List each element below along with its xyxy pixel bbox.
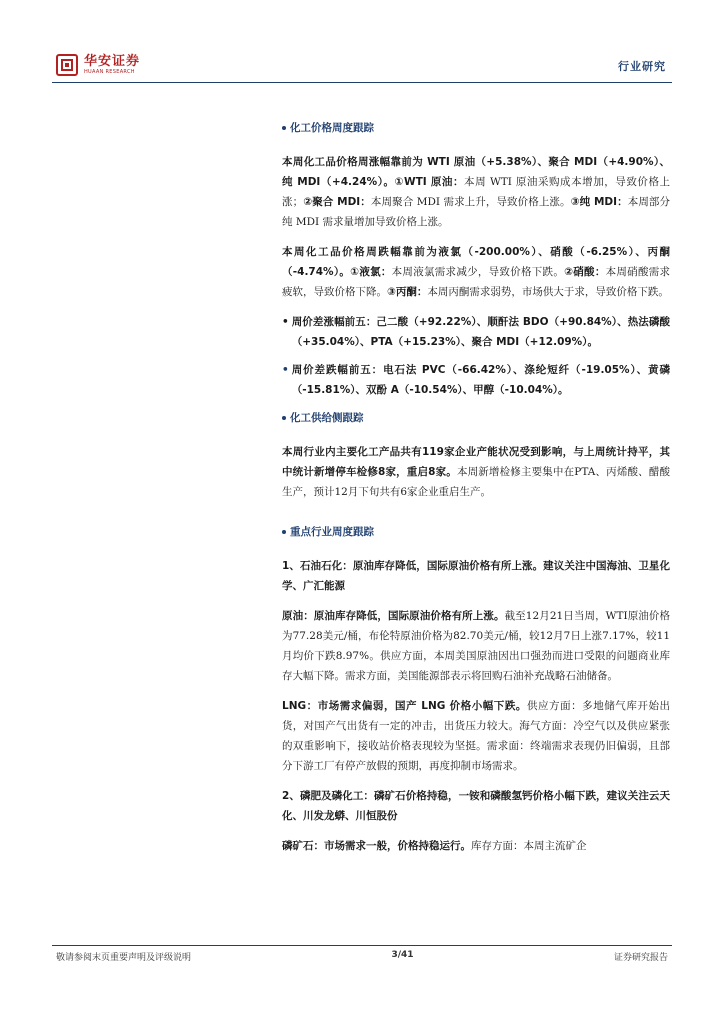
list-item-spread-down: • 周价差跌幅前五：电石法 PVC（-66.42%）、涤纶短纤（-19.05%）、黄磷（-15.81%）、双酚 A（-10.54%）、甲醇（-10.04%）。 [282,360,670,400]
bullet-icon [282,416,286,420]
logo-emblem-icon [56,54,78,76]
subheading-petrochem: 1、石油石化：原油库存降低，国际原油价格有所上涨。建议关注中国海油、卫星化学、广汇能源 [282,560,670,592]
page-header [0,0,724,90]
list-item-spread-up: • 周价差涨幅前五：己二酸（+92.22%）、顺酐法 BDO（+90.84%）、热法磷酸（+35.04%）、PTA（+15.23%）、聚合 MDI（+12.09%）。 [282,312,670,352]
bullet-icon: • [282,364,289,376]
bullet-icon [282,126,286,130]
footer-divider [52,945,672,946]
report-category: 行业研究 [618,60,666,73]
main-content [282,118,670,866]
paragraph-phosphate-ore: 磷矿石：市场需求一般，价格持稳运行。库存方面：本周主流矿企 [282,840,587,852]
page-footer [56,950,668,963]
company-logo [56,54,140,76]
footer-report-type: 证券研究报告 [613,953,668,963]
paragraph-crude: 原油：原油库存降低，国际原油价格有所上涨。截至12月21日当周，WTI原油价格为77.28美元/桶，布伦特原油价格为82.70美元/桶，较12月7日上涨7.17%，较11月均价下跌8.97%。供应方面，本周美国原油因出口强劲而进口受限的问题商业库存大幅下降。需求方面，美国能源部表示将回购石油补充战略石油储备。 [282,610,670,682]
bullet-icon: • [282,316,289,328]
paragraph-lng: LNG：市场需求偏弱，国产 LNG 价格小幅下跌。供应方面：多地储气库开始出货，对国产气出货有一定的冲击，出货压力较大。海气方面：冷空气以及供应紧张的双重影响下，接收站价格表现较为坚挺。需求面：终端需求表现仍旧偏弱，且部分下游工厂有停产放假的预期，再度抑制市场需求。 [282,700,670,772]
logo-chinese-name: 华安证券 [84,54,141,69]
section-title-industry: 重点行业周度跟踪 [282,522,670,542]
header-divider [52,82,672,83]
section-title-supply: 化工供给侧跟踪 [282,408,670,428]
paragraph-price-fall: 本周化工品价格周跌幅靠前为液氯（-200.00%）、硝酸（-6.25%）、丙酮（-4.74%）。①液氯：本周液氯需求减少，导致价格下跌。②硝酸：本周硝酸需求疲软，导致价格下降。③丙酮：本周丙酮需求弱势，市场供大于求，导致价格下跌。 [282,246,671,298]
logo-english-name: HUAAN RESEARCH [84,69,135,75]
section-title-price: 化工价格周度跟踪 [282,118,670,138]
paragraph-supply: 本周行业内主要化工产品共有119家企业产能状况受到影响，与上周统计持平，其中统计新增停车检修8家，重启8家。本周新增检修主要集中在PTA、丙烯酸、醋酸生产，预计12月下旬共有6家企业重启生产。 [282,446,670,498]
page-number: 3/41 [391,950,414,960]
subheading-phosphate: 2、磷肥及磷化工：磷矿石价格持稳，一铵和磷酸氢钙价格小幅下跌，建议关注云天化、川发龙蟒、川恒股份 [282,790,670,822]
footer-disclaimer: 敬请参阅末页重要声明及评级说明 [56,953,192,963]
paragraph-price-rise: 本周化工品价格周涨幅靠前为 WTI 原油（+5.38%）、聚合 MDI（+4.90%）、纯 MDI（+4.24%）。①WTI 原油：本周 WTI 原油采购成本增加，导致价格上涨；②聚合 MDI：本周聚合 MDI 需求上升，导致价格上涨。③纯 MDI：本周部分纯 MDI 需求量增加导致价格上涨。 [282,156,671,228]
bullet-icon [282,530,286,534]
